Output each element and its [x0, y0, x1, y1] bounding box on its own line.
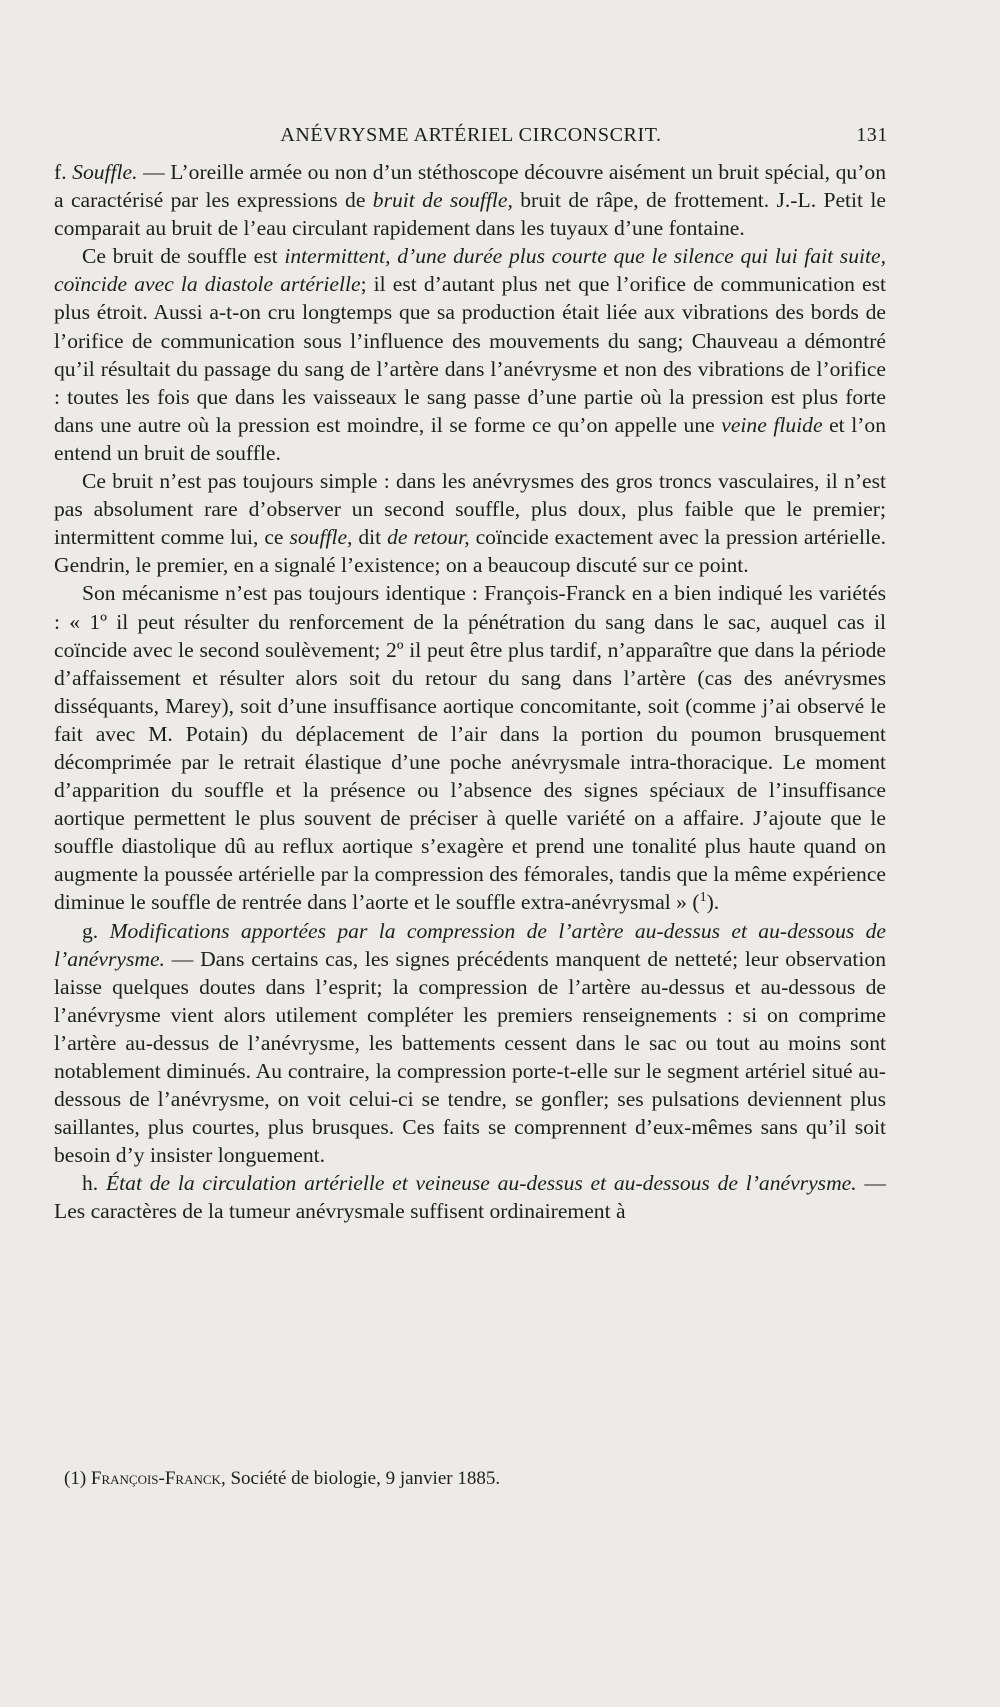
- paragraph-etat-circulation: [54, 1169, 886, 1225]
- paragraph-text: ).: [706, 890, 720, 915]
- footnote-ref[interactable]: 1: [699, 889, 707, 906]
- paragraph-text: — L’oreille armée ou non d’un stéthoscope découvre aisément un bruit spécial, qu’on a caractérisé par les expressions de: [54, 160, 886, 213]
- running-title: ANÉVRYSME ARTÉRIEL CIRCONSCRIT.: [280, 124, 662, 146]
- emphasis: bruit de souffle,: [372, 188, 513, 213]
- paragraph-mecanisme: [54, 579, 886, 916]
- paragraph-text: dit: [352, 525, 388, 550]
- section-heading-modifications: Modifications apportées par la compression de l’artère au-dessus et au-dessous de l’anévrysme.: [54, 918, 887, 971]
- paragraph-text: bruit de râpe, de frottement. J.-L. Petit le comparait au bruit de l’eau circulant rapidement dans les tuyaux d’une fontaine.: [54, 188, 887, 241]
- paragraph-text: et l’on entend un bruit de souffle.: [54, 412, 886, 465]
- paragraph-text: — Les caractères de la tumeur anévrysmale suffisent ordinairement à: [54, 1171, 887, 1224]
- emphasis: de retour,: [387, 525, 470, 550]
- emphasis: intermittent, d’une durée plus courte que le silence qui lui fait suite, coïncide avec la diastole artérielle: [54, 244, 886, 297]
- section-heading-souffle: Souffle.: [72, 160, 138, 184]
- paragraph-souffle: [54, 158, 886, 242]
- footnote: (1) François-Franck, Société de biologie, 9 janvier 1885.: [64, 1468, 501, 1489]
- paragraph-text: ; il est d’autant plus net que l’orifice de communication est plus étroit. Aussi a-t-on cru longtemps que sa production était liée aux vibrations des bords de l’orifice de communication sous l’influence des mouvements du sang; Chauveau a démontré qu’il résultait du passage du sang de l’artère dans l’anévrysme et non des vibrations de l’orifice : toutes les fois que dans les vaisseaux le sang passe d’une partie où la pression est plus forte dans une autre où la pression est moindre, il se forme ce qu’on appelle une: [54, 272, 886, 437]
- page-number: 131: [856, 124, 888, 146]
- footnote-text: , Société de biologie, 9 janvier 1885.: [220, 1468, 501, 1489]
- emphasis: souffle,: [289, 525, 353, 550]
- section-letter-f: f.: [54, 160, 73, 184]
- paragraph-bruit-intermittent: [54, 242, 886, 467]
- paragraph-souffle-de-retour: [54, 467, 886, 579]
- paragraph-modifications: [54, 917, 886, 1170]
- body-text: [54, 158, 886, 1226]
- section-letter-g: g.: [82, 918, 110, 943]
- footnote-marker: 1: [70, 1468, 80, 1489]
- footnote-author: François-Franck: [90, 1468, 221, 1489]
- section-heading-etat: État de la circulation artérielle et veineuse au-dessus et au-dessous de l’anévrysme.: [105, 1171, 857, 1196]
- emphasis: veine fluide: [721, 412, 823, 437]
- paragraph-text: — Dans certains cas, les signes précédents manquent de netteté; leur observation laisse quelques doutes dans l’esprit; la compression de l’artère au-dessus et au-dessous de l’anévrysme vient alors utilement compléter les premiers renseignements : si on comprime l’artère au-dessus de l’anévrysme, les battements cessent dans le sac ou tout au moins sont notablement diminués. Au contraire, la compression porte-t-elle sur le segment artériel situé au-dessous de l’anévrysme, on voit celui-ci se tendre, se gonfler; ses pulsations deviennent plus saillantes, plus courtes, plus brusques. Ces faits se comprennent d’eux-mêmes sans qu’il soit besoin d’y insister longuement.: [54, 946, 886, 1168]
- paragraph-text: Ce bruit de souffle est: [82, 244, 285, 269]
- section-letter-h: h.: [82, 1171, 106, 1196]
- paragraph-text: coïncide exactement avec la pression artérielle. Gendrin, le premier, en a signalé l’existence; on a beaucoup discuté sur ce point.: [54, 525, 886, 578]
- paragraph-text: Ce bruit n’est pas toujours simple : dans les anévrysmes des gros troncs vasculaires, il n’est pas absolument rare d’observer un second souffle, plus doux, plus faible que le premier; intermittent comme lui, ce: [54, 469, 886, 550]
- paragraph-text: Son mécanisme n’est pas toujours identique : François-Franck en a bien indiqué les variétés : « 1º il peut résulter du renforcement de la pénétration du sang dans le sac, auquel cas il coïncide avec le second soulèvement; 2º il peut être plus tardif, n’apparaître que dans la période d’affaissement et résulter alors soit du retour du sang dans l’artère (cas des anévrysmes disséquants, Marey), soit d’une insuffisance aortique concomitante, soit (comme j’ai observé le fait avec M. Potain) du déplacement de l’air dans la portion du poumon brusquement décomprimée par le retrait élastique d’une poche anévrysmale intra-thoracique. Le moment d’apparition du souffle et la présence ou l’absence des signes spéciaux de l’insuffisance aortique permettent le plus souvent de préciser à quelle variété on a affaire. J’ajoute que le souffle diastolique dû au reflux aortique s’exagère et prend une tonalité plus haute quand on augmente la poussée artérielle par la compression des fémorales, tandis que la même expérience diminue le souffle de rentrée dans l’aorte et le souffle extra-anévrysmal » (: [54, 581, 886, 915]
